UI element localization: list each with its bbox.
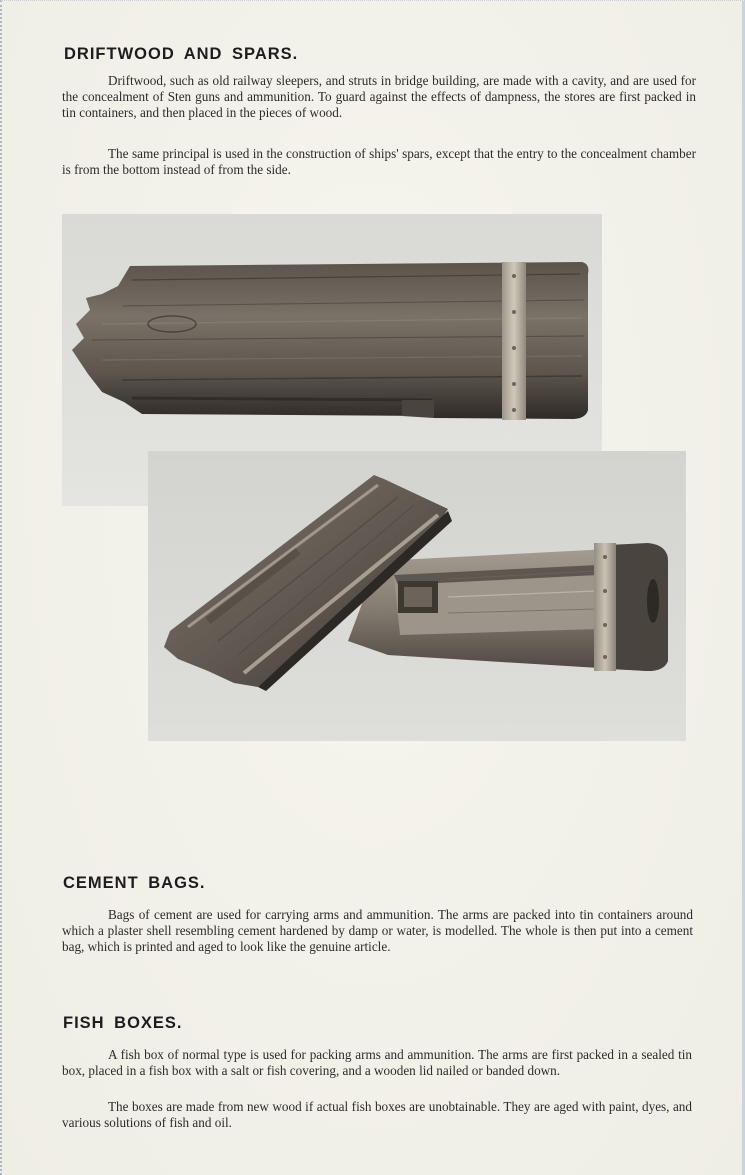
heading-driftwood: DRIFTWOOD AND SPARS. [64,45,299,63]
metal-band [502,262,526,420]
photo-opened-sleeper [148,451,686,741]
paragraph-fish-boxes-1: A fish box of normal type is used for packing arms and ammunition. The arms are first packed in a sealed tin box, placed in a fish box with a salt or fish covering, and a wooden lid nailed or banded down. [62,1047,692,1079]
paragraph-fish-boxes-2: The boxes are made from new wood if actual fish boxes are unobtainable. They are aged with paint, dyes, and various solutions of fish and oil. [62,1099,692,1131]
chamber-band [594,543,616,671]
paragraph-cement-bags: Bags of cement are used for carrying arms and ammunition. The arms are packed into tin containers around which a plaster shell resembling cement hardened by damp or water, is modelled. The whole is then put into a cement bag, which is printed and aged to look like the genuine article. [62,907,693,955]
heading-cement-bags: CEMENT BAGS. [63,874,206,892]
heading-fish-boxes: FISH BOXES. [63,1014,183,1032]
paragraph-driftwood-2: The same principal is used in the construction of ships' spars, except that the entry to the concealment chamber is from the bottom instead of from the side. [62,146,696,178]
paragraph-driftwood-1: Driftwood, such as old railway sleepers, and struts in bridge building, are made with a cavity, and are used for the concealment of Sten guns and ammunition. To guard against the effects of dampness, the stores are first packed in tin containers, and then placed in the pieces of wood. [62,73,696,121]
